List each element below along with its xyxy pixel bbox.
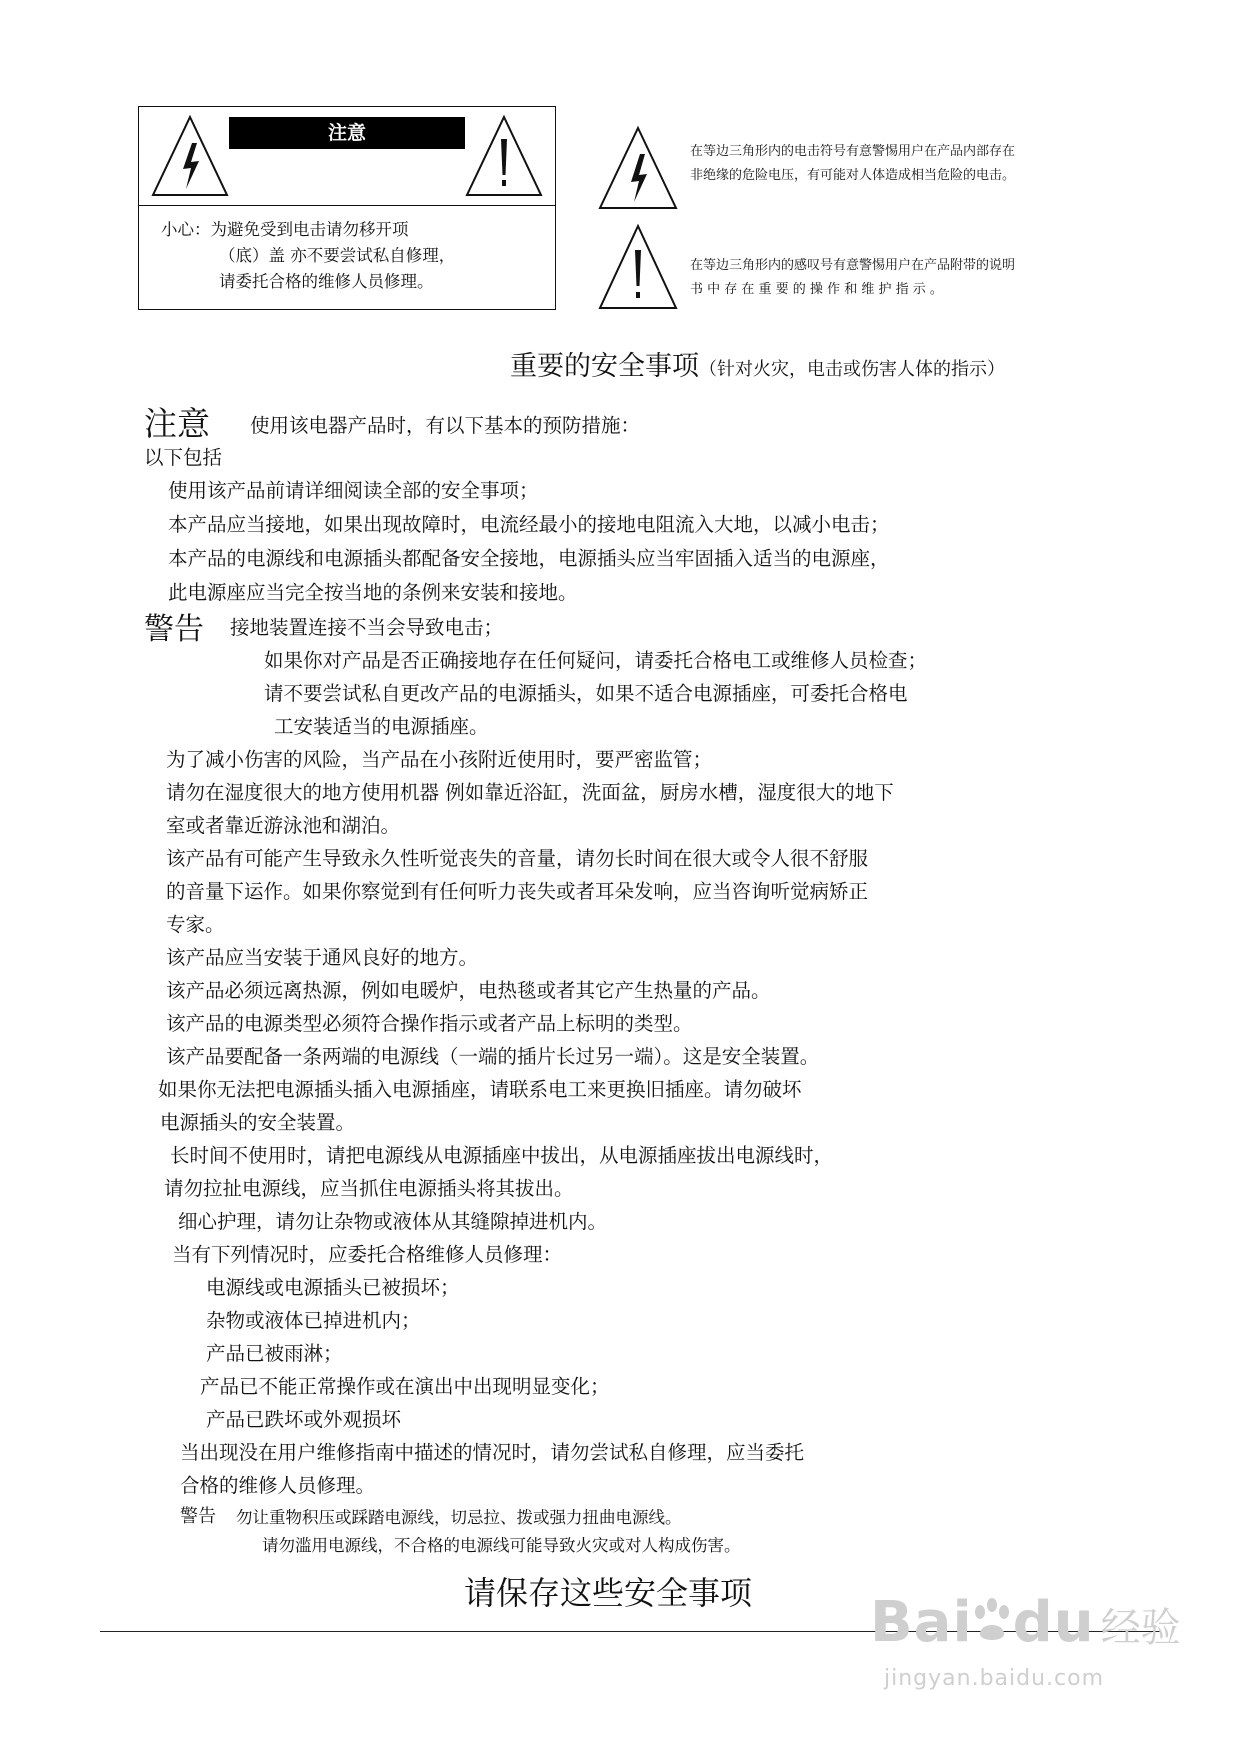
lightning-warning-icon: [149, 113, 231, 199]
notice-line-3: 本产品的电源线和电源插头都配备安全接地，电源插头应当牢固插入适当的电源座，: [168, 547, 890, 570]
condition-2: 杂物或液体已掉进机内；: [206, 1309, 421, 1332]
exclamation-warning-icon: [463, 113, 545, 199]
exclamation-symbol-icon: [596, 222, 680, 312]
watermark-url: jingyan.baidu.com: [884, 1666, 1105, 1691]
warning-line-3: 室或者靠近游泳池和湖泊。: [166, 814, 401, 837]
notice-intro: 使用该电器产品时，有以下基本的预防措施：: [250, 414, 641, 437]
exclamation-note-1: 在等边三角形内的感叹号有意警惕用户在产品附带的说明: [690, 258, 1016, 273]
condition-4: 产品已不能正常操作或在演出中出现明显变化；: [200, 1375, 610, 1398]
warning2-line-2: 请勿滥用电源线，不合格的电源线可能导致火灾或对人构成伤害。: [262, 1536, 741, 1555]
condition-3: 产品已被雨淋；: [206, 1342, 343, 1365]
warning-line-10: 该产品要配备一条两端的电源线（一端的插片长过另一端）。这是安全装置。: [166, 1045, 820, 1068]
warning-line-6: 专家。: [166, 913, 225, 936]
caution-text-3: 请委托合格的维修人员修理。: [219, 272, 434, 291]
notice-line-2: 本产品应当接地，如果出现故障时，电流经最小的接地电阻流入大地，以减小电击；: [168, 513, 890, 536]
closing-line-1: 当出现没在用户维修指南中描述的情况时，请勿尝试私自修理，应当委托: [180, 1441, 805, 1464]
warning-line-5: 的音量下运作。如果你察觉到有任何听力丧失或者耳朵发响，应当咨询听觉病矫正: [166, 880, 869, 903]
watermark-brand-right: du: [1012, 1590, 1095, 1655]
condition-5: 产品已跌坏或外观损坏: [206, 1408, 402, 1431]
paw-icon: [972, 1598, 1012, 1644]
caution-text-2: （底）盖 亦不要尝试私自修理，: [219, 246, 456, 265]
watermark-jingyan: 经验: [1100, 1605, 1181, 1651]
warning-sub-line-1: 如果你对产品是否正确接地存在任何疑问，请委托合格电工或维修人员检查；: [264, 649, 928, 672]
warning-line-13: 长时间不使用时，请把电源线从电源插座中拔出，从电源插座拔出电源线时，: [170, 1144, 834, 1167]
warning-sub-line-3: 工安装适当的电源插座。: [274, 715, 489, 738]
warning-line-14: 请勿拉扯电源线，应当抓住电源插头将其拔出。: [164, 1177, 574, 1200]
warning-line-15: 细心护理，请勿让杂物或液体从其缝隙掉进机内。: [178, 1210, 608, 1233]
warning-line-4: 该产品有可能产生导致永久性听觉丧失的音量，请勿长时间在很大或令人很不舒服: [166, 847, 869, 870]
warning-line-1: 为了减小伤害的风险，当产品在小孩附近使用时，要严密监管；: [166, 748, 713, 771]
condition-1: 电源线或电源插头已被损坏；: [206, 1276, 460, 1299]
page-title: [510, 344, 1005, 383]
warning-line-8: 该产品必须远离热源，例如电暖炉，电热毯或者其它产生热量的产品。: [166, 979, 771, 1002]
notice-line-4: 此电源座应当完全按当地的条例来安装和接地。: [168, 581, 578, 604]
baidu-jingyan-watermark: [870, 1590, 1181, 1691]
warning-line-11: 如果你无法把电源插头插入电源插座，请联系电工来更换旧插座。请勿破坏: [158, 1078, 802, 1101]
page-title-sub: （针对火灾，电击或伤害人体的指示）: [699, 359, 1005, 380]
warning2-line-1: 勿让重物积压或踩踏电源线，切忌拉、拨或强力扭曲电源线。: [236, 1508, 682, 1527]
lightning-symbol-icon: [596, 124, 680, 212]
caution-box-divider: [139, 205, 555, 206]
footer-title: 请保存这些安全事项: [464, 1574, 753, 1612]
lightning-note-1: 在等边三角形内的电击符号有意警惕用户在产品内部存在: [690, 144, 1016, 159]
warning-line-12: 电源插头的安全装置。: [160, 1111, 356, 1134]
warning-line-2: 请勿在湿度很大的地方使用机器 例如靠近浴缸，洗面盆，厨房水槽，湿度很大的地下: [166, 781, 894, 804]
caution-text-1: 小心：为避免受到电击请勿移开项: [161, 220, 409, 239]
caution-box: [138, 106, 556, 310]
page-title-main: 重要的安全事项: [510, 351, 699, 382]
warning-line-7: 该产品应当安装于通风良好的地方。: [166, 946, 479, 969]
watermark-brand-left: Bai: [870, 1590, 973, 1655]
exclamation-note-2: 书 中 存 在 重 要 的 操 作 和 维 护 指 示 。: [690, 282, 943, 297]
warning2-label: 警告: [180, 1506, 216, 1527]
caution-banner: 注意: [229, 117, 465, 149]
warning-line-16: 当有下列情况时，应委托合格维修人员修理：: [172, 1243, 563, 1266]
lightning-note-2: 非绝缘的危险电压，有可能对人体造成相当危险的电击。: [690, 168, 1016, 183]
warning-label: 警告: [144, 612, 204, 647]
notice-line-1: 使用该产品前请详细阅读全部的安全事项；: [168, 479, 539, 502]
warning-sub-line-2: 请不要尝试私自更改产品的电源插头，如果不适合电源插座，可委托合格电: [264, 682, 908, 705]
notice-label: 注意: [144, 404, 210, 443]
warning-intro: 接地装置连接不当会导致电击；: [230, 616, 504, 639]
closing-line-2: 合格的维修人员修理。: [180, 1474, 376, 1497]
warning-line-9: 该产品的电源类型必须符合操作指示或者产品上标明的类型。: [166, 1012, 693, 1035]
notice-include: 以下包括: [144, 446, 223, 469]
